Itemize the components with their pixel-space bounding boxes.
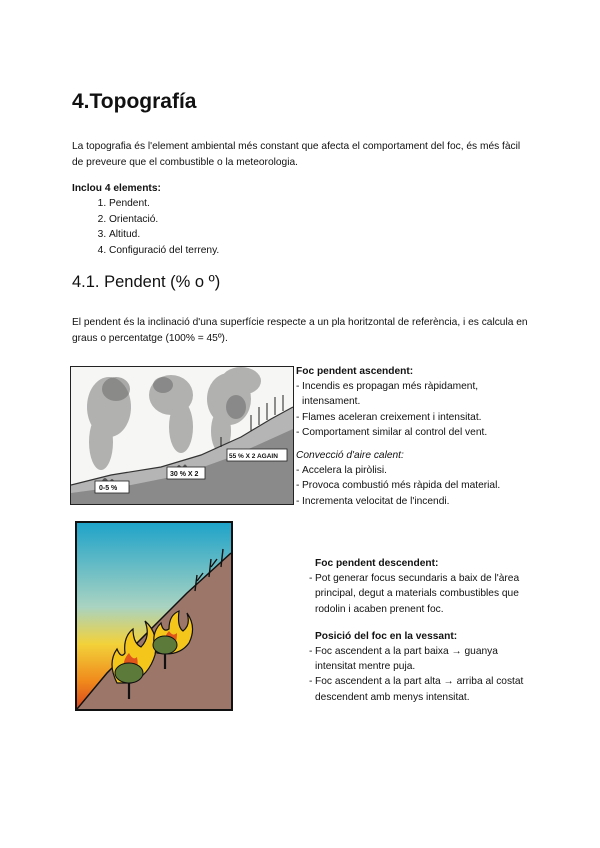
list-item: 4. Configuració del terreny. [109,243,219,259]
slope-position-list [309,644,539,705]
list-item: 2. Orientació. [109,212,219,228]
list-item: - Incrementa velocitat de l'incendi. [296,494,536,509]
elements-list [72,196,219,258]
list-item: - Provoca combustió més ràpida del material. [296,478,536,493]
descending-panel [309,556,539,705]
list-item: - Flames aceleran creixement i intensitat. [296,410,536,425]
cartoon-svg [77,523,231,709]
list-item: - Foc ascendent a la part alta → arriba al costat descendent amb menys intensitat. [309,674,539,704]
list-item: 1. Pendent. [109,196,219,212]
downhill-fire-cartoon [75,521,233,711]
ascending-list [296,379,536,440]
convection-heading: Convecció d'aire calent: [296,450,404,462]
list-item: - Incendis es propagan més ràpidament, intensament. [296,379,536,409]
slope-label-high: 55 % X 2 AGAIN [229,453,278,460]
list-item: - Comportament similar al control del vent. [296,425,536,440]
list-item: 3. Altitud. [109,227,219,243]
slope-label-mid: 30 % X 2 [170,471,199,478]
subsection-intro: El pendent és la inclinació d'una superfície respecte a un pla horitzontal de referència, i es calcula en graus o percentatge (100% = 45º). [72,317,528,344]
slope-fire-sketch [70,366,294,505]
list-item: - Pot generar focus secundaris a baix de l'àrea principal, degut a materials combustibles que rodolin i acaben prenent foc. [309,571,539,617]
subsection-title: 4.1. Pendent (% o º) [72,273,221,291]
section-title: 4.Topografía [72,90,197,113]
ascending-panel [296,364,536,509]
convection-list [296,463,536,509]
descending-list [309,571,539,617]
list-item: - Foc ascendent a la part baixa → guanya intensitat mentre puja. [309,644,539,674]
slope-label-low: 0-5 % [99,485,118,492]
list-item: - Accelera la piròlisi. [296,463,536,478]
section-intro: La topografia és l'element ambiental més constant que afecta el comportament del foc, és més fàcil de preveure que el combustible o la meteorologia. [72,141,521,168]
slope-position-heading: Posició del foc en la vessant: [315,630,458,642]
descending-heading: Foc pendent descendent: [315,558,439,569]
ascending-heading: Foc pendent ascendent: [296,366,414,377]
slope-sketch-svg [71,367,293,504]
includes-heading: Inclou 4 elements: [72,183,161,194]
